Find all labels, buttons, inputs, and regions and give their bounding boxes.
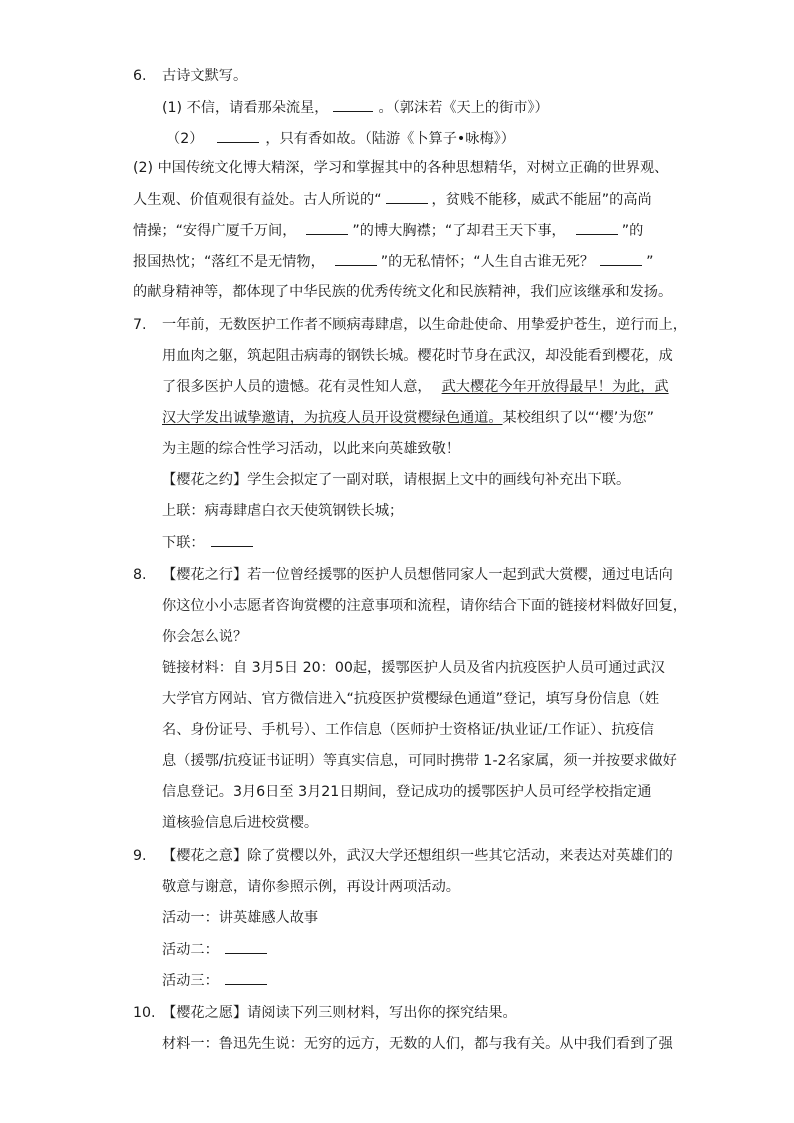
- q6-para-text: ”的: [621, 223, 644, 239]
- q6-sub2-suffix: ，只有香如故。（陆游《卜算子•咏梅》）: [265, 131, 515, 147]
- q7-line-3: [162, 377, 669, 397]
- q7-underlined-sentence: 武大樱花今年开放得最早！为此，武: [441, 379, 669, 395]
- answer-blank[interactable]: [333, 97, 373, 112]
- q7-text: 下联：: [162, 535, 205, 551]
- q7-line-4: [162, 408, 654, 428]
- q9-activity-1: 活动一：讲英雄感人故事: [162, 910, 319, 926]
- q8-line-3: 你会怎么说？: [162, 629, 248, 645]
- q8-number: 8.: [133, 567, 147, 583]
- q10-line-2: 材料一：鲁迅先生说：无穷的远方，无数的人们，都与我有关。从中我们看到了强: [162, 1036, 673, 1052]
- q8-line-4: 链接材料：自 3月5日 20：00起，援鄂医护人员及省内抗疫医护人员可通过武汉: [162, 660, 665, 676]
- answer-blank[interactable]: [600, 251, 642, 266]
- answer-blank[interactable]: [335, 251, 377, 266]
- q6-para-line-2: [133, 189, 652, 210]
- q10-line-1: 【樱花之愿】请阅读下列三则材料，写出你的探究结果。: [162, 1005, 517, 1021]
- answer-blank[interactable]: [211, 532, 253, 547]
- q6-number: 6.: [133, 68, 147, 84]
- q6-para-text: ”的博大胸襟；“了却君王天下事，: [352, 223, 566, 239]
- answer-blank[interactable]: [576, 220, 618, 235]
- answer-blank[interactable]: [225, 939, 267, 954]
- q7-line-6: 【樱花之约】学生会拟定了一副对联，请根据上文中的画线句补充出下联。: [162, 472, 631, 488]
- q8-line-8: 信息登记。3月6日至 3月21日期间，登记成功的援鄂医护人员可经学校指定通: [162, 784, 652, 800]
- q7-text: 了很多医护人员的遗憾。花有灵性知人意，: [162, 379, 432, 395]
- q6-sub1-prefix: (1) 不信，请看那朵流星，: [162, 100, 329, 116]
- q6-para-text: 报国热忱；“落红不是无情物，: [133, 254, 325, 270]
- q7-underlined-sentence: 汉大学发出诚挚邀请，为抗疫人员开设赏樱绿色通道。: [162, 410, 503, 426]
- q8-line-9: 道核验信息后进校赏樱。: [162, 815, 319, 831]
- q6-para-line-1: (2) 中国传统文化博大精深，学习和掌握其中的各种思想精华，对树立正确的世界观、: [133, 160, 669, 176]
- q6-sub1: [162, 97, 549, 118]
- q7-number: 7.: [133, 317, 147, 333]
- q6-para-text: ”的无私情怀；“人生自古谁无死？: [380, 254, 595, 270]
- q6-sub2: [166, 128, 515, 149]
- answer-blank[interactable]: [217, 128, 259, 143]
- q9-line-2: 敬意与谢意，请你参照示例，再设计两项活动。: [162, 879, 460, 895]
- q9-line-1: 【樱花之意】除了赏樱以外，武汉大学还想组织一些其它活动，来表达对英雄们的: [162, 848, 673, 864]
- q8-line-5: 大学官方网站、官方微信进入“抗疫医护赏樱绿色通道”登记，填写身份信息（姓: [162, 691, 660, 707]
- answer-blank[interactable]: [386, 189, 428, 204]
- q7-line-7: 上联：病毒肆虐白衣天使筑钢铁长城；: [162, 503, 404, 519]
- q9-activity-label: 活动三：: [162, 973, 219, 989]
- q6-para-line-5: 的献身精神等，都体现了中华民族的优秀传统文化和民族精神，我们应该继承和发扬。: [133, 284, 673, 300]
- q7-line-8: [162, 532, 253, 553]
- answer-blank[interactable]: [306, 220, 348, 235]
- q6-para-line-4: [133, 251, 653, 272]
- q10-number: 10.: [133, 1005, 156, 1021]
- q9-activity-label: 活动二：: [162, 942, 219, 958]
- q6-title: 古诗文默写。: [162, 68, 248, 84]
- q8-line-7: 息（援鄂/抗疫证书证明）等真实信息，可同时携带 1-2名家属，须一并按要求做好: [162, 753, 677, 769]
- q8-line-1: 【樱花之行】若一位曾经援鄂的医护人员想偕同家人一起到武大赏樱，通过电话向: [162, 567, 673, 583]
- q6-sub1-suffix: 。（郭沫若《天上的街市》）: [378, 100, 549, 116]
- q9-activity-3: [162, 970, 267, 991]
- q6-para-text: 情操；“安得广厦千万间，: [133, 223, 297, 239]
- q7-line-2: 用血肉之躯，筑起阻击病毒的钢铁长城。樱花时节身在武汉，却没能看到樱花，成: [162, 348, 673, 364]
- answer-blank[interactable]: [225, 970, 267, 985]
- q9-activity-2: [162, 939, 267, 960]
- q7-line-5: 为主题的综合性学习活动，以此来向英雄致敬！: [162, 441, 460, 457]
- q8-line-2: 你这位小小志愿者咨询赏樱的注意事项和流程，请你结合下面的链接材料做好回复，: [162, 598, 687, 614]
- q6-sub2-label: （2）: [166, 131, 204, 147]
- q6-para-text: ”: [646, 254, 654, 270]
- q7-line-1: 一年前，无数医护工作者不顾病毒肆虐，以生命赴使命、用挚爱护苍生，逆行而上，: [162, 317, 687, 333]
- q6-para-text: 人生观、价值观很有益处。古人所说的“: [133, 192, 382, 208]
- q6-para-text: ，贫贱不能移，威武不能屈”的高尚: [431, 192, 652, 208]
- q7-text: 某校组织了以“‘樱’为您”: [502, 410, 654, 426]
- q9-number: 9.: [133, 848, 147, 864]
- q8-line-6: 名、身份证号、手机号）、工作信息（医师护士资格证/执业证/工作证）、抗疫信: [162, 722, 654, 738]
- q6-para-line-3: [133, 220, 643, 241]
